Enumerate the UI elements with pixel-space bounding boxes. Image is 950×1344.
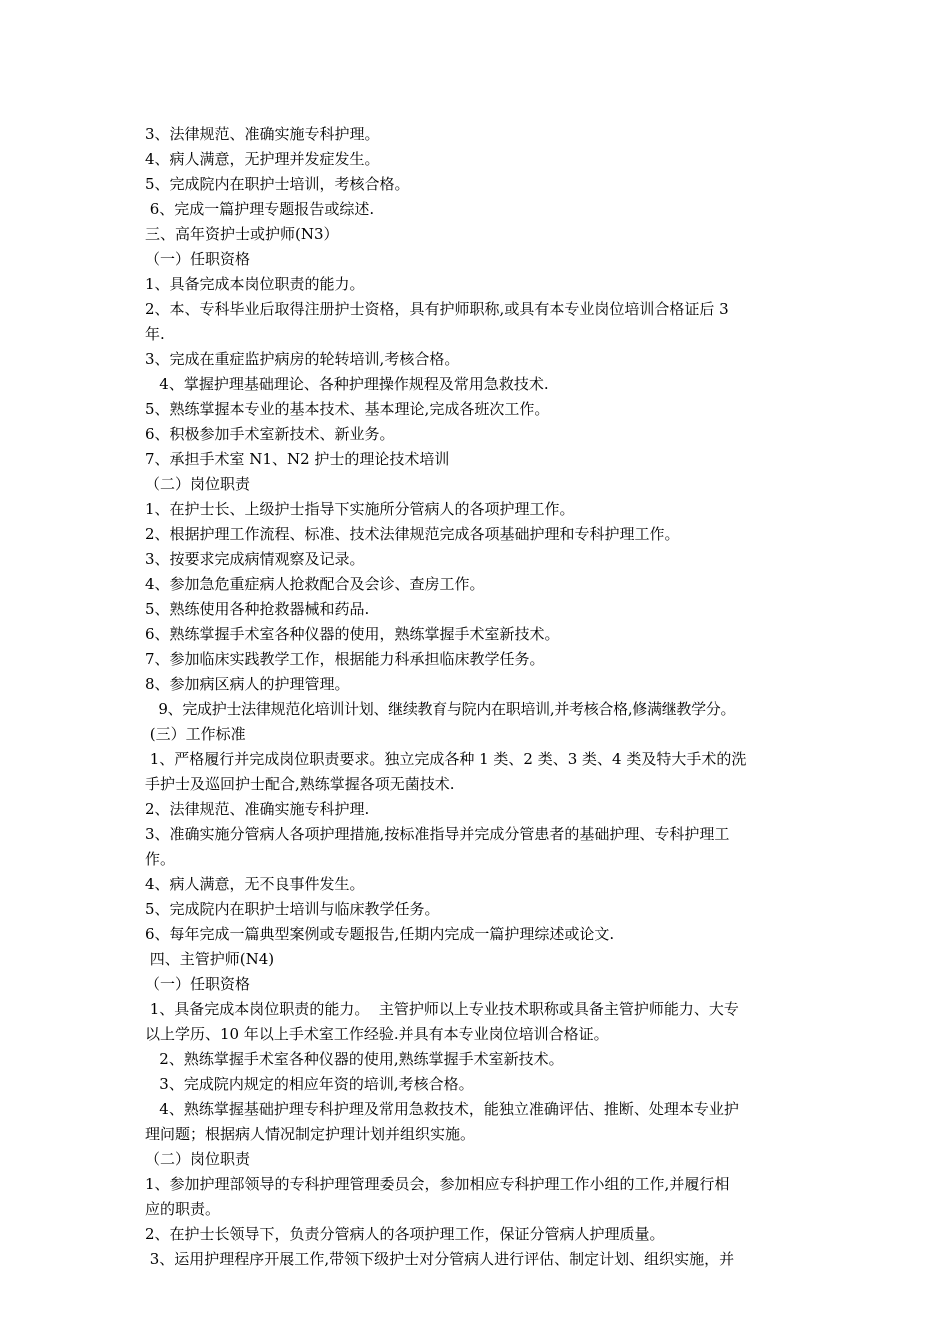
section-heading: 三、高年资护士或护师(N3）: [145, 225, 339, 243]
text-line: 7、参加临床实践教学工作，根据能力科承担临床教学任务。: [145, 650, 545, 668]
text-line: 手护士及巡回护士配合,熟练掌握各项无菌技术.: [145, 775, 455, 793]
text-line: 4、病人满意，无护理并发症发生。: [145, 150, 380, 168]
text-line: 2、根据护理工作流程、标准、技术法律规范完成各项基础护理和专科护理工作。: [145, 525, 680, 543]
document-body: [145, 122, 825, 1272]
subsection-heading: (三）工作标准: [145, 725, 246, 743]
text-line: 3、准确实施分管病人各项护理措施,按标准指导并完成分管患者的基础护理、专科护理工: [145, 825, 730, 843]
text-line: 1、在护士长、上级护士指导下实施所分管病人的各项护理工作。: [145, 500, 575, 518]
subsection-heading: （二）岗位职责: [145, 475, 251, 493]
text-line: 2、熟练掌握手术室各种仪器的使用,熟练掌握手术室新技术。: [145, 1050, 564, 1068]
text-line: 应的职责。: [145, 1200, 221, 1218]
text-line: 4、熟练掌握基础护理专科护理及常用急救技术，能独立准确评估、推断、处理本专业护: [145, 1100, 739, 1118]
text-line: 3、按要求完成病情观察及记录。: [145, 550, 365, 568]
text-line: 3、运用护理程序开展工作,带领下级护士对分管病人进行评估、制定计划、组织实施，并: [145, 1250, 735, 1268]
text-line: 6、完成一篇护理专题报告或综述.: [145, 200, 375, 218]
text-line: 6、积极参加手术室新技术、新业务。: [145, 425, 395, 443]
text-line: 6、熟练掌握手术室各种仪器的使用，熟练掌握手术室新技术。: [145, 625, 560, 643]
text-line: 1、参加护理部领导的专科护理管理委员会，参加相应专科护理工作小组的工作,并履行相: [145, 1175, 730, 1193]
text-line: 以上学历、10 年以上手术室工作经验.并具有本专业岗位培训合格证。: [145, 1025, 609, 1043]
text-line: 2、本、专科毕业后取得注册护士资格，具有护师职称,或具有本专业岗位培训合格证后 3: [145, 300, 729, 318]
text-line: 作。: [145, 850, 176, 868]
text-line: 5、熟练掌握本专业的基本技术、基本理论,完成各班次工作。: [145, 400, 550, 418]
text-line: 理问题；根据病人情况制定护理计划并组织实施。: [145, 1125, 476, 1143]
text-line: 6、每年完成一篇典型案例或专题报告,任期内完成一篇护理综述或论文.: [145, 925, 615, 943]
text-line: 2、法律规范、准确实施专科护理.: [145, 800, 370, 818]
text-line: 4、参加急危重症病人抢救配合及会诊、查房工作。: [145, 575, 485, 593]
text-line: 7、承担手术室 N1、N2 护士的理论技术培训: [145, 450, 450, 468]
text-line: 8、参加病区病人的护理管理。: [145, 675, 350, 693]
subsection-heading: （一）任职资格: [145, 250, 251, 268]
text-line: 年.: [145, 325, 165, 343]
text-line: 3、完成在重症监护病房的轮转培训,考核合格。: [145, 350, 460, 368]
text-line: 1、具备完成本岗位职责的能力。 主管护师以上专业技术职称或具备主管护师能力、大专: [145, 1000, 739, 1018]
text-line: 3、法律规范、准确实施专科护理。: [145, 125, 380, 143]
subsection-heading: （二）岗位职责: [145, 1150, 251, 1168]
section-heading: 四、主管护师(N4): [145, 950, 275, 968]
text-line: 3、完成院内规定的相应年资的培训,考核合格。: [145, 1075, 474, 1093]
text-line: 5、完成院内在职护士培训，考核合格。: [145, 175, 410, 193]
text-line: 4、病人满意，无不良事件发生。: [145, 875, 365, 893]
text-line: 5、熟练使用各种抢救器械和药品.: [145, 600, 370, 618]
subsection-heading: （一）任职资格: [145, 975, 251, 993]
text-line: 9、完成护士法律规范化培训计划、继续教育与院内在职培训,并考核合格,修满继教学分。: [145, 700, 736, 718]
text-line: 1、严格履行并完成岗位职责要求。独立完成各种 1 类、2 类、3 类、4 类及特大手术的洗: [145, 750, 747, 768]
text-line: 1、具备完成本岗位职责的能力。: [145, 275, 365, 293]
text-line: 2、在护士长领导下，负责分管病人的各项护理工作，保证分管病人护理质量。: [145, 1225, 665, 1243]
text-line: 4、掌握护理基础理论、各种护理操作规程及常用急救技术.: [145, 375, 549, 393]
text-line: 5、完成院内在职护士培训与临床教学任务。: [145, 900, 440, 918]
